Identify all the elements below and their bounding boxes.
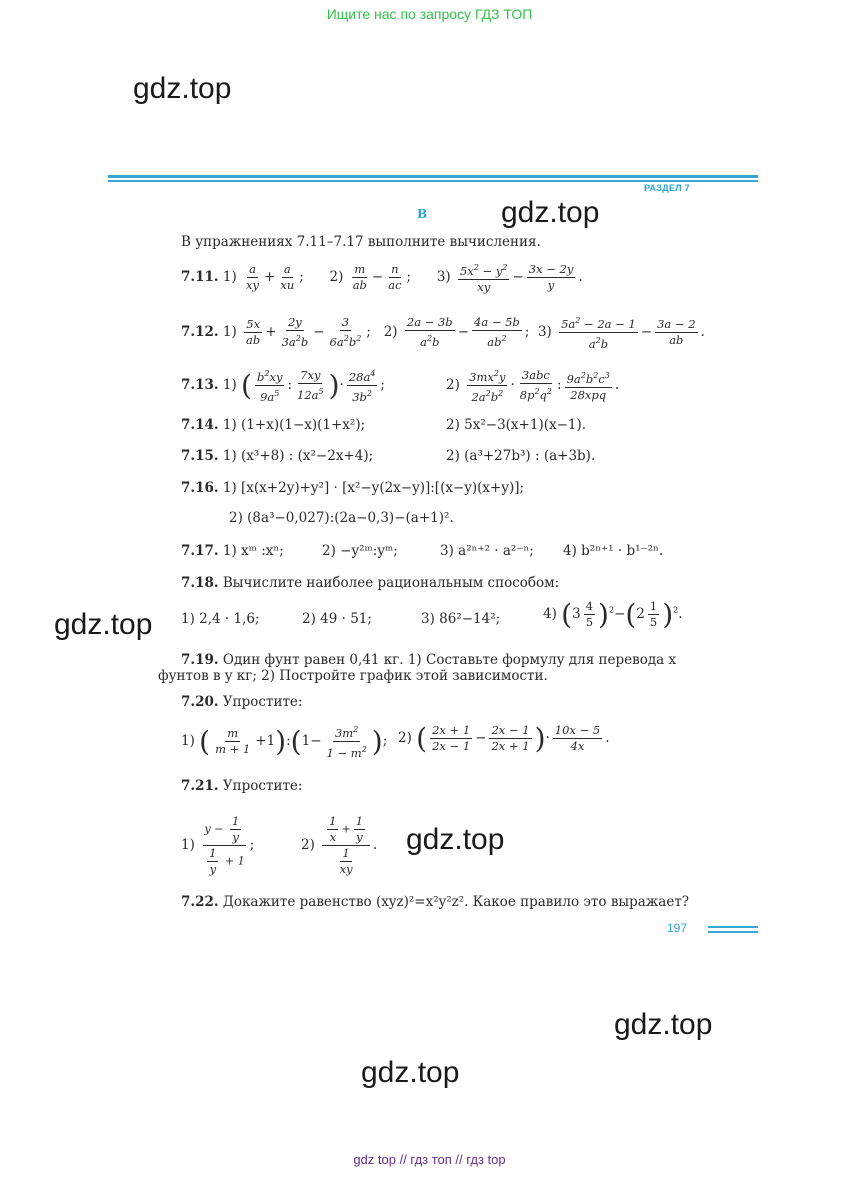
exercise-text: Упростите: [222, 778, 303, 794]
exercise-7-11: 7.11. 1) $\frac{a}{xy}$ + $\frac{a}{xu}$ ; 2) $\frac{m}{ab}$ − $\frac{n}{ac}$ ; 3) $\frac{5x^2 - y^2}{xy}$ − $\frac{3x - 2y}{y}$ . [181, 261, 583, 294]
exercise-part: 2) (8a³−0,027):(2a−0,3)−(a+1)². [229, 510, 454, 526]
exercise-part: 2) −y²ᵐ:yᵐ; [322, 543, 398, 559]
exercise-part: 2) ( $\frac{2x + 1}{2x - 1}$ − $\frac{2x - 1}{2x + 1}$ )· $\frac{10x - 5}{4x}$ . [398, 722, 610, 755]
page-rule [708, 926, 758, 928]
header-rule [108, 175, 758, 178]
footer-links[interactable]: gdz top // гдз топ // гдз top [353, 1152, 506, 1167]
watermark: gdz.top [133, 72, 232, 105]
exercise-text: Вычислите наиболее рациональным способом: [222, 575, 560, 591]
exercise-7-15 [181, 448, 373, 464]
page-rule [708, 931, 758, 933]
exercise-part: 4) (3 $\frac{4}{5}$ )$^2$−(2 $\frac{1}{5}$ )$^2$. [543, 598, 683, 631]
exercise-7-16 [181, 480, 524, 496]
exercise-text: Один фунт равен 0,41 кг. 1) Составьте формулу для перевода x [222, 652, 677, 668]
exercise-7-21 [181, 778, 302, 794]
watermark: gdz.top [361, 1056, 460, 1089]
exercise-text: фунтов в y кг; 2) Постройте график этой зависимости. [158, 668, 548, 684]
exercise-intro: В упражнениях 7.11–7.17 выполните вычисления. [181, 234, 541, 250]
level-letter: В [417, 207, 428, 221]
exercise-part: 3) a²ⁿ⁺² · a²⁻ⁿ; [440, 543, 534, 559]
exercise-number: 7.20. [181, 694, 219, 710]
exercise-number: 7.12. [181, 323, 219, 340]
exercise-7-17 [181, 543, 284, 559]
exercise-7-13: 7.13. 1) ( $\frac{b^2xy}{9a^5}$ : $\frac{7xy}{12a^5}$ )· $\frac{28a^4}{3b^2}$ ; [181, 367, 385, 404]
exercise-number: 7.18. [181, 575, 219, 591]
exercise-part: 1) (x³+8) : (x²−2x+4); [222, 448, 374, 464]
exercise-part: 2) 5x²−3(x+1)(x−1). [446, 417, 587, 433]
exercise-part: 2) 49 · 51; [302, 611, 372, 627]
exercise-part: 4) b²ⁿ⁺¹ · b¹⁻²ⁿ. [563, 543, 664, 559]
watermark: gdz.top [501, 196, 600, 229]
exercise-7-14 [181, 417, 365, 433]
exercise-7-12: 7.12. 1) $\frac{5x}{ab}$ + $\frac{2y}{3a^2b}$ − $\frac{3}{6a^2b^2}$ ; 2) $\frac{2a - 3b}{a^2b}$ − $\frac{4a - 5b}{ab^2}$ ; 3) $\frac{5a^2 - 2a - 1}{a^2b}$ − $\frac{3a - 2}{ab}$ . [181, 314, 705, 351]
exercise-part: 1) xᵐ :xⁿ; [222, 543, 284, 559]
exercise-number: 7.15. [181, 448, 219, 464]
exercise-7-18 [181, 575, 559, 591]
exercise-number: 7.19. [181, 652, 219, 668]
exercise-number: 7.22. [181, 894, 219, 910]
exercise-number: 7.17. [181, 543, 219, 559]
exercise-part: 3) 86²−14²; [421, 611, 501, 627]
exercise-part: 1) [x(x+2y)+y²] · [x²−y(2x−y)]:[(x−y)(x+y)]; [222, 480, 525, 496]
exercise-number: 7.11. [181, 268, 219, 285]
exercise-part: 1) (1+x)(1−x)(1+x²); [222, 417, 366, 433]
exercise-number: 7.13. [181, 376, 219, 393]
watermark: gdz.top [614, 1008, 713, 1041]
exercise-part: 1) 2,4 · 1,6; [181, 611, 260, 627]
header-rule [108, 180, 758, 182]
exercise-number: 7.16. [181, 480, 219, 496]
exercise-part: 1) ( $\frac{m}{m + 1}$ +1):(1− $\frac{3m^2}{1 - m^2}$ ); [181, 722, 387, 761]
exercise-number: 7.21. [181, 778, 219, 794]
watermark: gdz.top [54, 608, 153, 641]
exercise-text: Докажите равенство (xyz)²=x²y²z². Какое правило это выражает? [222, 894, 690, 910]
exercise-7-20 [181, 694, 302, 710]
exercise-number: 7.14. [181, 417, 219, 433]
page-number: 197 [667, 921, 688, 935]
section-label: РАЗДЕЛ 7 [644, 183, 690, 193]
top-banner[interactable]: Ищите нас по запросу ГДЗ ТОП [326, 6, 533, 22]
exercise-7-22 [181, 894, 689, 910]
exercise-part: 2) (a³+27b³) : (a+3b). [446, 448, 596, 464]
exercise-7-19 [181, 652, 676, 668]
exercise-text: Упростите: [222, 694, 303, 710]
watermark: gdz.top [406, 823, 505, 856]
exercise-part: 1) y − $\frac{1}{y}$ $\frac{1}{y}$ + 1 ; [181, 814, 255, 876]
exercise-part: 2) $\frac{1}{x}$ + $\frac{1}{y}$ $\frac{1}{xy}$ . [301, 814, 378, 876]
exercise-7-13-part2: 2) $\frac{3mx^2y}{2a^2b^2}$ · $\frac{\text{3abc}}{8p^2q^2}$ : $\frac{9a^2b^2c^3}{\text{28xpq}}$ . [446, 367, 620, 404]
